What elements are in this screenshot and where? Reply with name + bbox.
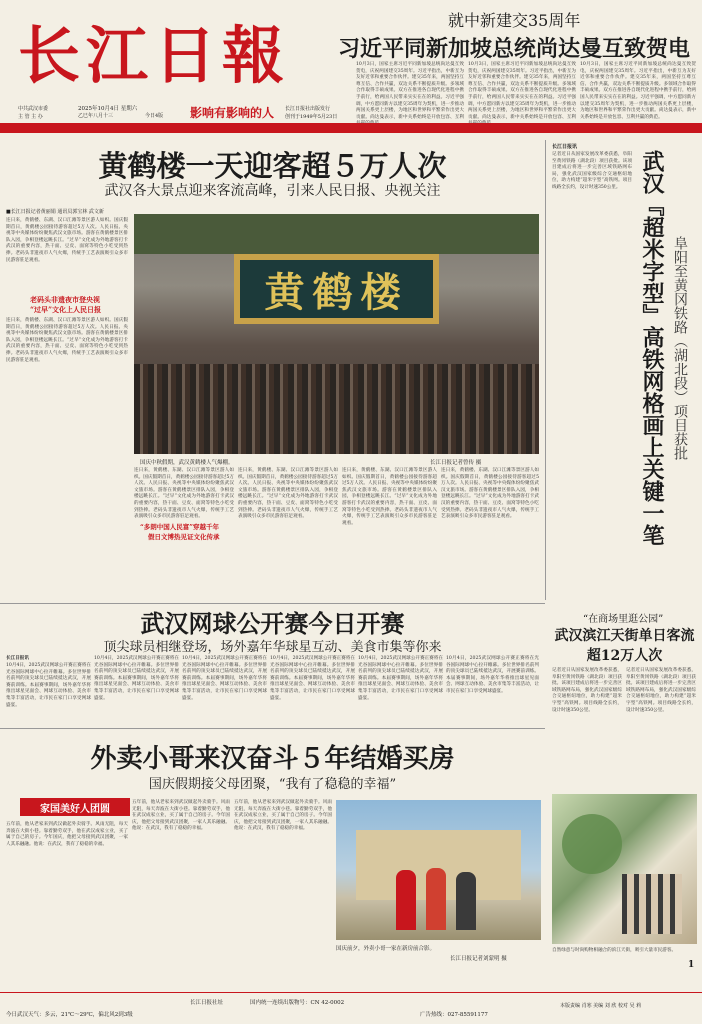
main-body-col4: 连日来，黄鹤楼、东湖、汉口江滩等景区游人如织。国庆假期首日，黄鹤楼公园接待游客超过5万人次。人民日报、央视等中央媒体纷纷聚焦武汉文旅市场。游客在黄鹤楼景区排队入园，争相登楼远眺长江。“过早”文化成为外地游客打卡武汉的重要内容，热干面、豆皮、面窝等特色小吃受到热捧。老码头非遗夜市人气火爆，传统手工艺表演吸引众多市民游客驻足观看。 <box>342 468 437 526</box>
callout-body-2: 记者近日从国家发展改革委获悉，阜阳至黄冈铁路（湖北段）项目获批。该项目建成后将进一步完善区域铁路网布局，强化武汉国家级综合交通枢纽地位，助力构建“超米字型”高铁网。项目线路全长约，设计时速350公里。 <box>626 668 696 713</box>
callout-body-1: 记者近日从国家发展改革委获悉，阜阳至黄冈铁路（湖北段）项目获批。该项目建成后将进一步完善区域铁路网布局，强化武汉国家级综合交通枢纽地位，助力构建“超米字型”高铁网。项目线路全长约，设计时速350公里。 <box>552 668 622 713</box>
side-divider <box>545 140 546 600</box>
feature-headline: 外卖小哥来汉奋斗５年结婚买房 <box>90 744 455 774</box>
tennis-headline: 武汉网球公开赛今日开赛 <box>140 609 405 638</box>
feature-body-col1: 五年前，他从老家来到武汉做起外卖骑手。风雨无阻，每天奔波在大街小巷。靠着勤劳双手，他在武汉成家立业，买了属于自己的房子。今年国庆，他把父母接到武汉团聚，一家人其乐融融。他说：在武汉，我有了稳稳的幸福。 <box>6 822 128 847</box>
mall-photo <box>552 794 697 944</box>
feature-box-title-text: 家国美好人团圆 <box>40 803 110 815</box>
side-body-1: 记者近日从国家发展改革委获悉，阜阳至黄冈铁路（湖北段）项目获批。该项目建成后将进一步完善区域铁路网布局，强化武汉国家级综合交通枢纽地位，助力构建“超米字型”高铁网。项目线路全长约，设计时速350公里。 <box>552 152 632 190</box>
family-photo <box>336 800 541 940</box>
tower-signboard <box>234 254 439 324</box>
masthead-divider <box>0 123 702 133</box>
top-story-kicker: 就中新建交35周年 <box>448 11 581 30</box>
main-body-col2: 连日来，黄鹤楼、东湖、汉口江滩等景区游人如织。国庆假期首日，黄鹤楼公园接待游客超过5万人次。人民日报、央视等中央媒体纷纷聚焦武汉文旅市场。游客在黄鹤楼景区排队入园，争相登楼远眺长江。“过早”文化成为外地游客打卡武汉的重要内容，热干面、豆皮、面窝等特色小吃受到热捧。老码头非遗夜市人气火爆，传统手工艺表演吸引众多市民游客驻足观看。 <box>134 468 234 520</box>
main-byline: ■长江日报记者黄丽娟 通讯员郭宝林 武文新 <box>6 209 104 215</box>
founded-line: 创刊于1949年5月23日 <box>285 114 338 120</box>
main-subtitle-3: “多朗中国人民富”穿越千年 <box>140 523 219 531</box>
tennis-byline: 长江日报讯 <box>6 656 29 661</box>
family-photo-caption: 国庆前夕，外卖小哥一家在新房前合影。 <box>336 946 436 952</box>
callout-headline: 武汉滨江天街单日客流超12万人次 <box>554 628 695 664</box>
feature-body-col3: 五年前，他从老家来到武汉做起外卖骑手。风雨无阻，每天奔波在大街小巷。靠着勤劳双手，他在武汉成家立业，买了属于自己的房子。今年国庆，他把父母接到武汉团聚，一家人其乐融融。他说：在武汉，我有了稳稳的幸福。 <box>234 800 332 832</box>
main-body-col1a: 连日来，黄鹤楼、东湖、汉口江滩等景区游人如织。国庆假期首日，黄鹤楼公园接待游客超过5万人次。人民日报、央视等中央媒体纷纷聚焦武汉文旅市场。游客在黄鹤楼景区排队入园，争相登楼远眺长江。“过早”文化成为外地游客打卡武汉的重要内容，热干面、豆皮、面窝等特色小吃受到热捧。老码头非遗夜市人气火爆，传统手工艺表演吸引众多市民游客驻足观看。 <box>6 218 128 263</box>
top-story-body-col2: 10月3日，国家主席习近平同新加坡总统尚达曼互致贺电，庆祝两国建交35周年。习近平指出，中新互为友好近邻和重要合作伙伴。建交35年来，两国坚持互尊互信、合作共赢，双边关系不断提质升级。多领域合作取得丰硕成果。双方在推进各自现代化进程中携手前行，给两国人民带来实实在在的利益。习近平强调，中方愿同新方以建交35周年为契机，进一步推动两国关系更上层楼，为地区和世界和平繁荣作出更大贡献。尚达曼表示，新中关系始终是开放包容、互利 <box>468 62 576 120</box>
issue-pages: 今日4版 <box>145 113 164 119</box>
mall-shoppers <box>622 874 682 934</box>
main-subtitle-1: 老码头非遗夜市登央视 <box>30 295 100 304</box>
publisher-label: 中共武汉市委 <box>18 106 49 112</box>
person-1 <box>396 870 416 930</box>
main-subtitle-2: “过早”文化上人民日报 <box>30 305 102 314</box>
yellow-crane-tower-photo <box>134 214 539 454</box>
newspaper-masthead: 长江日報 <box>18 19 291 92</box>
date-line: 2025年10月4日 星期六 <box>78 106 138 112</box>
callout-quote: “在商场里逛公园” <box>583 614 664 625</box>
main-subhead: 武汉各大景点迎来客流高峰，引来人民日报、央视关注 <box>104 183 441 199</box>
top-story-body-col1: 10月3日，国家主席习近平同新加坡总统尚达曼互致贺电，庆祝两国建交35周年。习近平指出，中新互为友好近邻和重要合作伙伴。建交35年来，两国坚持互尊互信、合作共赢，双边关系不断提质升级。多领域合作取得丰硕成果。双方在推进各自现代化进程中携手前行，给两国人民带来实实在在的利益。习近平强调，中方愿同新方以建交35周年为契机，进一步推动两国关系更上层楼，为地区和世界和平繁荣作出更大贡献。尚达曼表示，新中关系始终是开放包容、互利 <box>356 62 464 120</box>
tennis-body-col4: 10月4日，2025武汉网球公开赛正赛将在光谷国际网球中心拉开帷幕。多位世界排名前列的顶尖球员已陆续抵达武汉，开展赛前训练。本届赛事期间，场外嘉年华将推出球星见面会、网球互动体验、美食市集等丰富活动，让市民在家门口享受网球盛宴。 <box>270 656 355 701</box>
publisher-label-2: 主 管 主 办 <box>18 114 43 120</box>
side-vertical-sub: 阜阳至黄冈铁路（湖北段）项目获批 <box>672 236 688 460</box>
lunar-line: 乙巳年八月十三 <box>78 113 114 119</box>
main-body-col1b: 连日来，黄鹤楼、东湖、汉口江滩等景区游人如织。国庆假期首日，黄鹤楼公园接待游客超过5万人次。人民日报、央视等中央媒体纷纷聚焦武汉文旅市场。游客在黄鹤楼景区排队入园，争相登楼远眺长江。“过早”文化成为外地游客打卡武汉的重要内容，热干面、豆皮、面窝等特色小吃受到热捧。老码头非遗夜市人气火爆，传统手工艺表演吸引众多市民游客驻足观看。 <box>6 318 128 363</box>
top-story-headline: 习近平同新加坡总统尚达曼互致贺电 <box>338 36 691 62</box>
tennis-body-col2: 10月4日，2025武汉网球公开赛正赛将在光谷国际网球中心拉开帷幕。多位世界排名前列的顶尖球员已陆续抵达武汉，开展赛前训练。本届赛事期间，场外嘉年华将推出球星见面会、网球互动体验、美食市集等丰富活动，让市民在家门口享受网球盛宴。 <box>94 656 179 701</box>
main-headline: 黄鹤楼一天迎客超５万人次 <box>98 149 447 183</box>
tennis-body-col1: 10月4日，2025武汉网球公开赛正赛将在光谷国际网球中心拉开帷幕。多位世界排名前列的顶尖球员已陆续抵达武汉，开展赛前训练。本届赛事期间，场外嘉年华将推出球星见面会、网球互动体验、美食市集等丰富活动，让市民在家门口享受网球盛宴。 <box>6 663 91 708</box>
main-body-col3: 连日来，黄鹤楼、东湖、汉口江滩等景区游人如织。国庆假期首日，黄鹤楼公园接待游客超过5万人次。人民日报、央视等中央媒体纷纷聚焦武汉文旅市场。游客在黄鹤楼景区排队入园，争相登楼远眺长江。“过早”文化成为外地游客打卡武汉的重要内容，热干面、豆皮、面窝等特色小吃受到热捧。老码头非遗夜市人气火爆，传统手工艺表演吸引众多市民游客驻足观看。 <box>238 468 338 520</box>
footer-rule <box>0 992 702 993</box>
family-photo-credit: 长江日报记者刘蒙明 摄 <box>450 956 507 962</box>
footer-address: 长江日报社址 <box>190 1000 224 1006</box>
tennis-subhead: 顶尖球员相继登场，场外嘉年华球星互动、美食市集等你来 <box>103 640 442 655</box>
side-vertical-title: 武汉『超米字型』高铁网格画上关键一笔 <box>639 150 665 546</box>
footer-cn: 国内统一连续出版物号：CN 42-0002 <box>250 1000 345 1006</box>
footer-weather: 今日武汉天气：多云，21℃～29℃，偏北风2到3级 <box>6 1012 133 1018</box>
footer-editors: 本版责编 肖寒 美编 刘 欣 校对 吴 莉 <box>560 1003 642 1009</box>
tennis-body-col5: 10月4日，2025武汉网球公开赛正赛将在光谷国际网球中心拉开帷幕。多位世界排名前列的顶尖球员已陆续抵达武汉，开展赛前训练。本届赛事期间，场外嘉年华将推出球星见面会、网球互动体验、美食市集等丰富活动，让市民在家门口享受网球盛宴。 <box>358 656 443 701</box>
mall-photo-caption: 自然绿意与时尚购物相融合的滨江天街，吸引大量市民游客。 <box>552 948 677 953</box>
tennis-body-col6: 10月4日，2025武汉网球公开赛正赛将在光谷国际网球中心拉开帷幕。多位世界排名前列的顶尖球员已陆续抵达武汉，开展赛前训练。本届赛事期间，场外嘉年华将推出球星见面会、网球互动体验、美食市集等丰富活动，让市民在家门口享受网球盛宴。 <box>446 656 539 694</box>
top-story-body-col3: 10月3日，国家主席习近平同新加坡总统尚达曼互致贺电，庆祝两国建交35周年。习近平指出，中新互为友好近邻和重要合作伙伴。建交35年来，两国坚持互尊互信、合作共赢，双边关系不断提质升级。多领域合作取得丰硕成果。双方在推进各自现代化进程中携手前行，给两国人民带来实实在在的利益。习近平强调，中方愿同新方以建交35周年为契机，进一步推动两国关系更上层楼，为地区和世界和平繁荣作出更大贡献。尚达曼表示，新中关系始终是开放包容、互利共赢的典范。 <box>580 62 696 120</box>
main-photo-credit: 长江日报记者曾传 摄 <box>430 460 482 466</box>
footer-ad: 广告热线：027-85591177 <box>420 1012 488 1018</box>
masthead-slogan: 影响有影响的人 <box>190 106 275 120</box>
main-body-col5: 连日来，黄鹤楼、东湖、汉口江滩等景区游人如织。国庆假期首日，黄鹤楼公园接待游客超过5万人次。人民日报、央视等中央媒体纷纷聚焦武汉文旅市场。游客在黄鹤楼景区排队入园，争相登楼远眺长江。“过早”文化成为外地游客打卡武汉的重要内容，热干面、豆皮、面窝等特色小吃受到热捧。老码头非遗夜市人气火爆，传统手工艺表演吸引众多市民游客驻足观看。 <box>441 468 539 520</box>
tower-roof <box>134 214 539 254</box>
page-number: 1 <box>688 960 695 970</box>
feature-subhead: 国庆假期接父母团聚，“我有了稳稳的幸福” <box>148 777 397 792</box>
signboard-text: 黄鹤楼 <box>264 268 409 316</box>
publisher-info: 长江日报社出版发行 <box>285 106 331 112</box>
feature-box-title <box>20 798 130 816</box>
main-subtitle-4: 假日文博热见证文化传承 <box>148 533 220 541</box>
mall-greenery <box>562 814 622 874</box>
person-2 <box>426 868 446 930</box>
feature-top-rule <box>0 728 545 729</box>
feature-body-col2: 五年前，他从老家来到武汉做起外卖骑手。风雨无阻，每天奔波在大街小巷。靠着勤劳双手，他在武汉成家立业，买了属于自己的房子。今年国庆，他把父母接到武汉团聚，一家人其乐融融。他说：在武汉，我有了稳稳的幸福。 <box>132 800 230 832</box>
crowd <box>134 364 539 454</box>
main-photo-caption: 国庆中秋假期，武汉黄鹤楼人气爆棚。 <box>140 460 234 466</box>
person-3 <box>456 872 476 930</box>
side-intro: 长江日报讯 <box>552 144 578 150</box>
tennis-body-col3: 10月4日，2025武汉网球公开赛正赛将在光谷国际网球中心拉开帷幕。多位世界排名前列的顶尖球员已陆续抵达武汉，开展赛前训练。本届赛事期间，场外嘉年华将推出球星见面会、网球互动体验、美食市集等丰富活动，让市民在家门口享受网球盛宴。 <box>182 656 267 701</box>
